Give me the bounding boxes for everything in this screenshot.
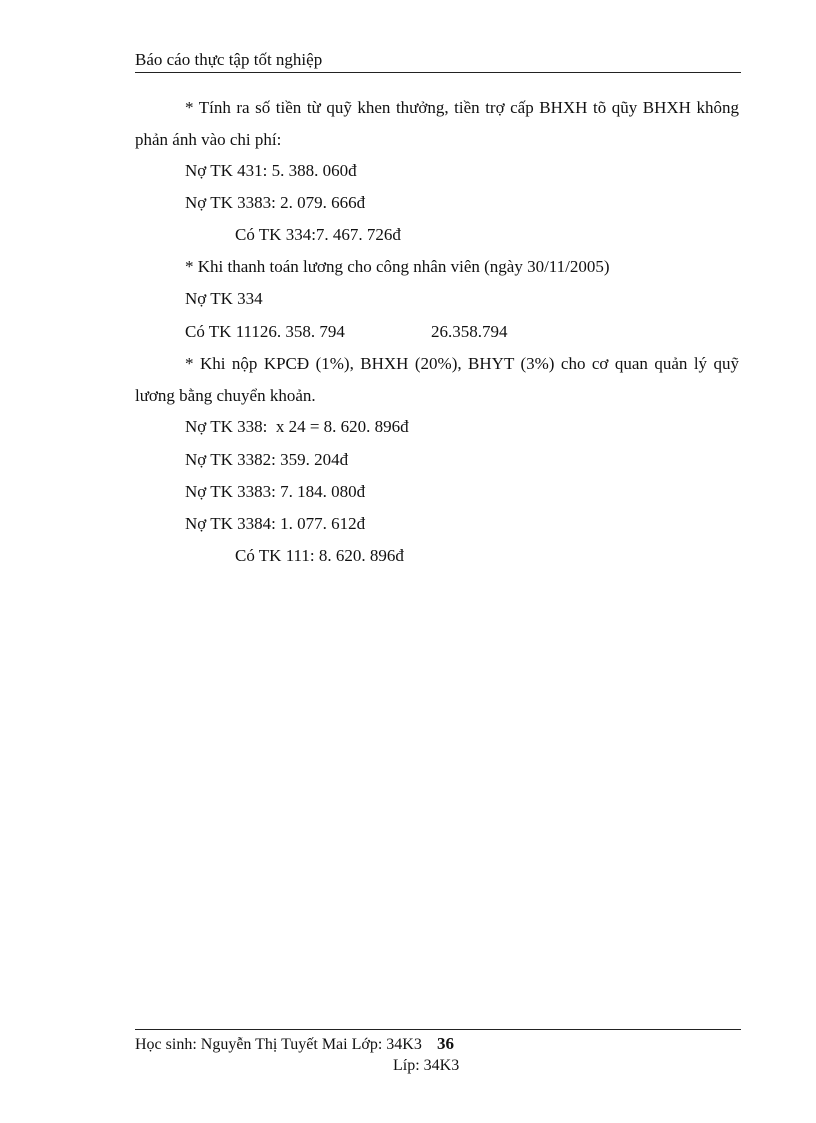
entry-salary-payment-note: * Khi thanh toán lương cho công nhân viên (ngày 30/11/2005) [185, 257, 610, 276]
entry-debit-334: Nợ TK 334 [185, 289, 263, 308]
page-number: 36 [437, 1034, 454, 1053]
paragraph-bonus-fund: * Tính ra số tiền từ quỹ khen thưởng, tiền trợ cấp BHXH tõ qũy BHXH không phản ánh vào chi phí: [135, 98, 739, 149]
footer-student: Học sinh: Nguyễn Thị Tuyết Mai Lớp: 34K3 [135, 1036, 422, 1053]
entry-debit-431: Nợ TK 431: 5. 388. 060đ [185, 161, 357, 180]
entry-debit-338: Nợ TK 338: x 24 = 8. 620. 896đ [185, 417, 409, 436]
footer-divider [135, 1029, 741, 1030]
entry-credit-111: Có TK 111: 8. 620. 896đ [235, 546, 404, 565]
header-title: Báo cáo thực tập tốt nghiệp [135, 50, 323, 69]
entry-debit-3383: Nợ TK 3383: 2. 079. 666đ [185, 193, 366, 212]
entry-debit-3384: Nợ TK 3384: 1. 077. 612đ [185, 514, 366, 533]
entry-debit-3383-b: Nợ TK 3383: 7. 184. 080đ [185, 482, 366, 501]
entry-debit-3382: Nợ TK 3382: 359. 204đ [185, 450, 349, 469]
entry-credit-1112-amount: 26.358.794 [431, 322, 508, 341]
entry-credit-1112: Có TK 11126. 358. 794 [185, 322, 345, 341]
entry-credit-334: Có TK 334:7. 467. 726đ [235, 225, 401, 244]
page-header [135, 49, 741, 73]
footer-class: Líp: 34K3 [393, 1057, 460, 1074]
paragraph-insurance-payment: * Khi nộp KPCĐ (1%), BHXH (20%), BHYT (3%) cho cơ quan quản lý quỹ lương bằng chuyển khoản. [135, 354, 739, 405]
